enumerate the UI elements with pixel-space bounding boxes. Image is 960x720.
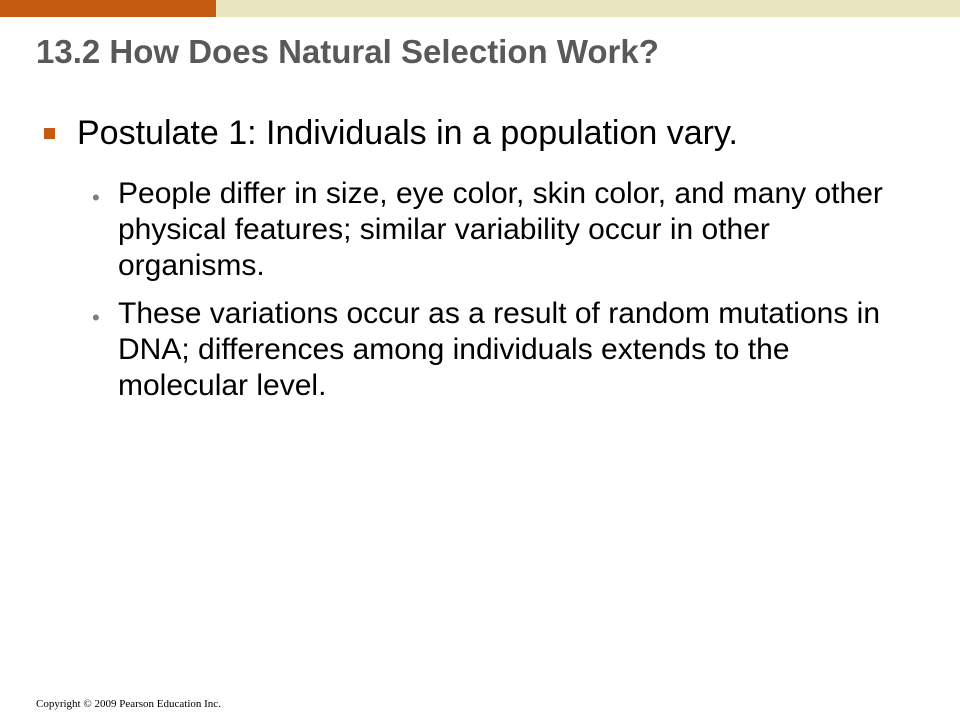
top-bar-accent-segment xyxy=(0,0,216,17)
dot-bullet-icon: • xyxy=(92,305,100,330)
main-bullet-text: Postulate 1: Individuals in a population vary. xyxy=(77,114,738,152)
sub-bullet-list xyxy=(92,176,912,416)
slide-title: 13.2 How Does Natural Selection Work? xyxy=(36,33,659,70)
square-bullet-icon xyxy=(44,128,55,139)
sub-bullet-item xyxy=(92,176,912,284)
top-decorative-bar xyxy=(0,0,960,17)
sub-bullet-text: These variations occur as a result of random mutations in DNA; differences among individuals extends to the molecular level. xyxy=(118,297,881,402)
sub-bullet-text: People differ in size, eye color, skin color, and many other physical features; similar variability occur in other organisms. xyxy=(118,177,883,282)
sub-bullet-item xyxy=(92,296,912,404)
top-bar-light-segment xyxy=(216,0,960,17)
dot-bullet-icon: • xyxy=(92,185,100,210)
main-bullet-point xyxy=(44,110,924,156)
copyright-notice: Copyright © 2009 Pearson Education Inc. xyxy=(36,698,221,710)
